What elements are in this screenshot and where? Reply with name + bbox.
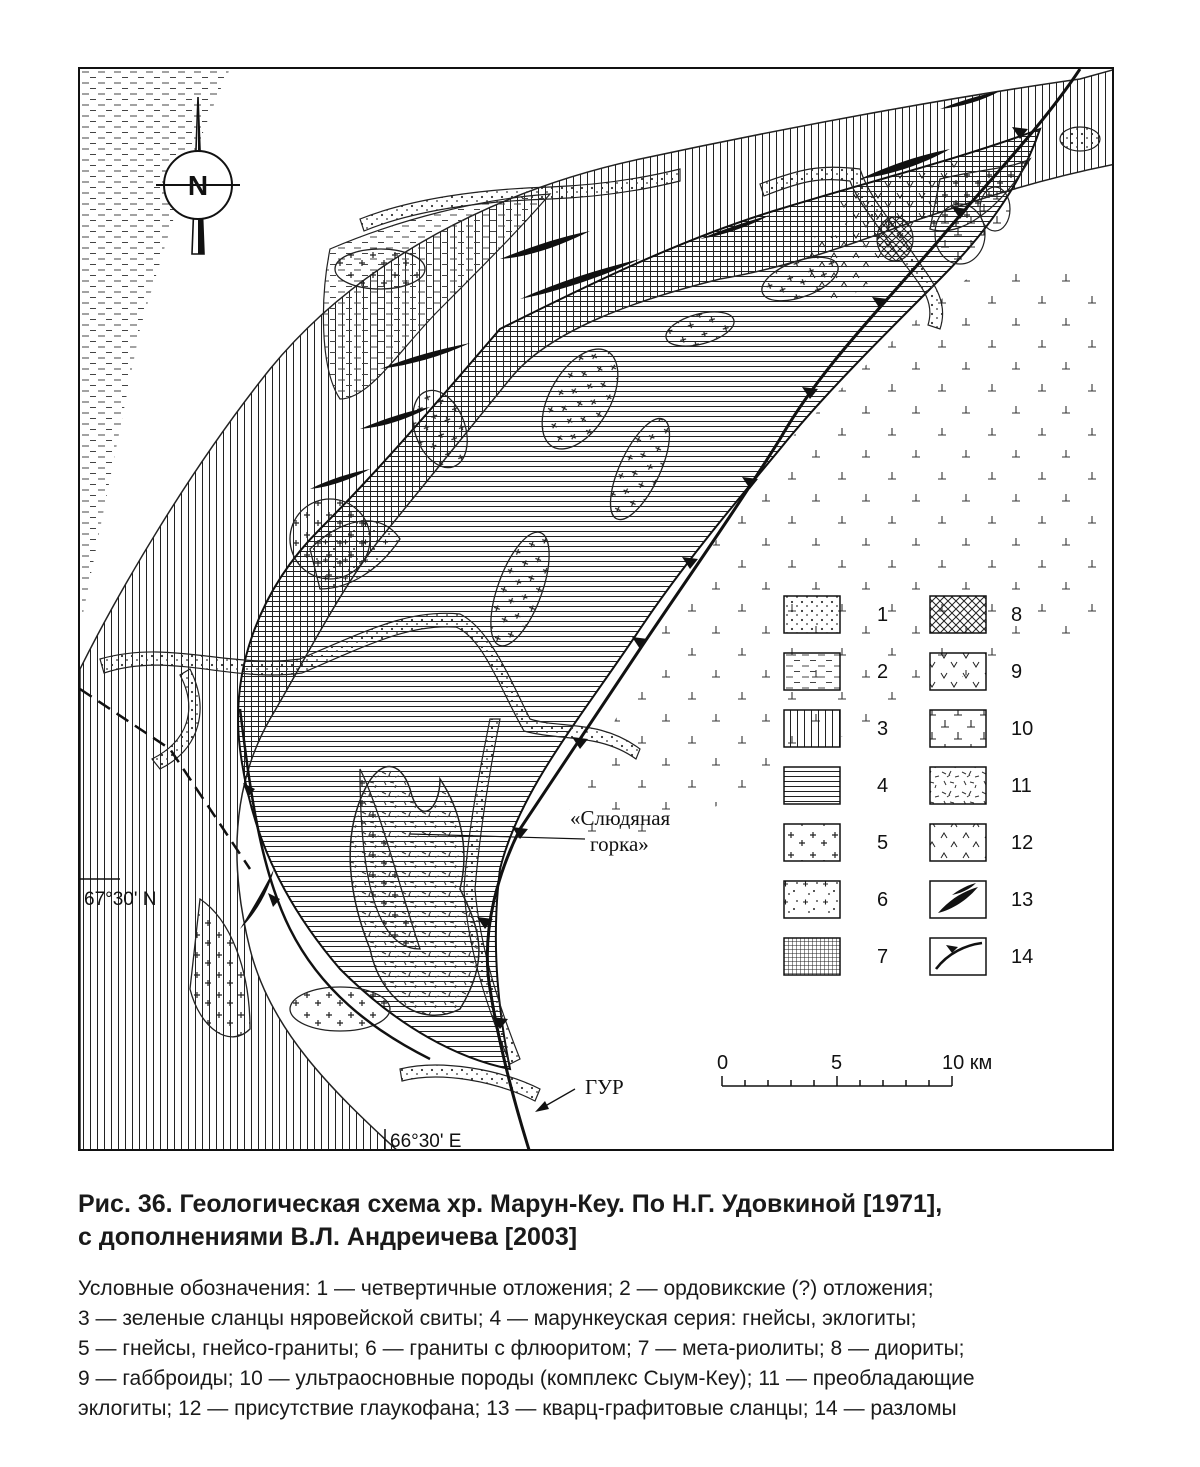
legend-num-7: 7: [877, 946, 889, 968]
legend-text-line-2: 3 — зеленые сланцы няровейской свиты; 4 — марункеуская серия: гнейсы, эклогиты;: [78, 1307, 917, 1330]
figure-caption: [78, 1188, 1138, 1254]
scale-label-0: 0: [717, 1052, 729, 1074]
legend-swatch-2: [784, 653, 840, 690]
north-label: N: [187, 170, 209, 201]
legend-num-9: 9: [1011, 661, 1023, 683]
fault-leader-arrow: [535, 1101, 549, 1112]
legend-swatch-9: [930, 653, 986, 690]
scale-label-10: 10 км: [942, 1052, 993, 1074]
legend-num-10: 10: [1011, 718, 1034, 740]
legend-num-13: 13: [1011, 889, 1034, 911]
map-canvas: [80, 69, 1114, 1151]
legend-swatch-6: [784, 881, 840, 918]
legend-num-5: 5: [877, 832, 889, 854]
legend-text-line-4: 9 — габброиды; 10 — ультраосновные породы (комплекс Сыум-Кеу); 11 — преобладающие: [78, 1367, 975, 1390]
legend-swatch-12: [930, 824, 986, 861]
latitude-label: 67°30' N: [84, 889, 157, 910]
caption-line-1: Рис. 36. Геологическая схема хр. Марун-Кеу. По Н.Г. Удовкиной [1971],: [78, 1190, 943, 1218]
legend-text-line-5: эклогиты; 12 — присутствие глаукофана; 13 — кварц-графитовые сланцы; 14 — разломы: [78, 1397, 957, 1420]
legend-swatch-7: [784, 938, 840, 975]
place-annotation-line2: горка»: [590, 832, 649, 856]
scale-label-5: 5: [831, 1052, 843, 1074]
legend-swatch-3: [784, 710, 840, 747]
caption-line-2: с дополнениями В.Л. Андреичева [2003]: [78, 1223, 578, 1251]
legend-swatch-8: [930, 596, 986, 633]
legend-swatch-11: [930, 767, 986, 804]
geological-map: [78, 67, 1114, 1151]
legend-swatch-5: [784, 824, 840, 861]
legend-swatches-col1: [784, 596, 840, 975]
legend-num-2: 2: [877, 661, 889, 683]
legend-num-1: 1: [877, 604, 889, 626]
fault-annotation: ГУР: [585, 1075, 624, 1099]
scale-bar: [722, 1076, 952, 1086]
legend-swatch-4: [784, 767, 840, 804]
legend-swatch-1: [784, 596, 840, 633]
legend-num-3: 3: [877, 718, 889, 740]
legend-text-line-3: 5 — гнейсы, гнейсо-граниты; 6 — граниты с флюоритом; 7 — мета-риолиты; 8 — диориты;: [78, 1337, 965, 1360]
legend-text-line-1: Условные обозначения: 1 — четвертичные отложения; 2 — ордовикские (?) отложения;: [78, 1277, 934, 1300]
legend-num-12: 12: [1011, 832, 1034, 854]
legend-num-6: 6: [877, 889, 889, 911]
legend-num-8: 8: [1011, 604, 1023, 626]
legend-description: [78, 1274, 1148, 1424]
legend-num-14: 14: [1011, 946, 1034, 968]
legend-num-11: 11: [1011, 775, 1032, 797]
longitude-label: 66°30' E: [390, 1131, 462, 1152]
legend-swatches-col2: [930, 596, 986, 975]
place-annotation-line1: «Слюдяная: [570, 806, 671, 830]
legend-num-4: 4: [877, 775, 889, 797]
legend-swatch-10: [930, 710, 986, 747]
